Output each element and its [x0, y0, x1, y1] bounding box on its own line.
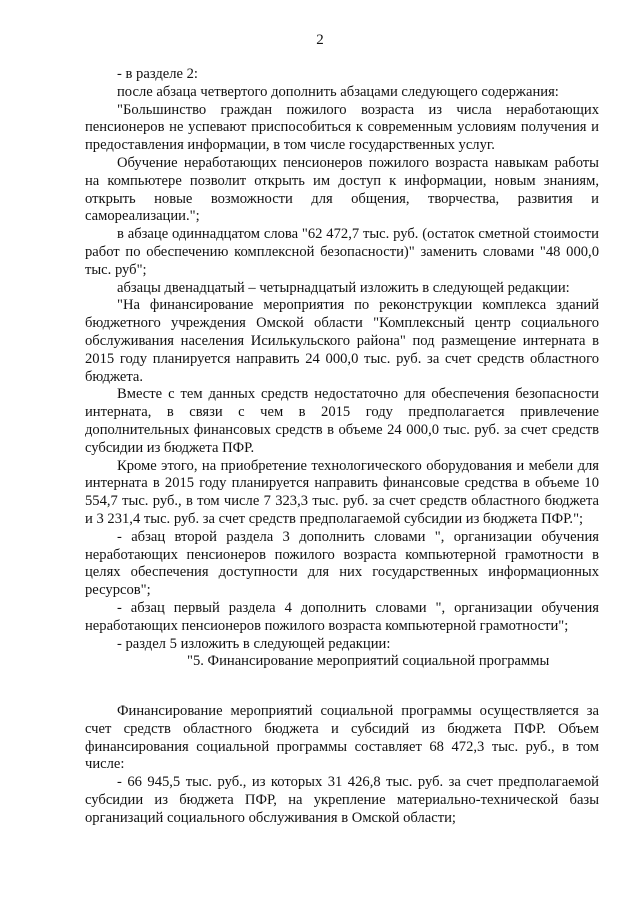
paragraph: абзацы двенадцатый – четырнадцатый изложить в следующей редакции: — [117, 279, 570, 296]
paragraph: - абзац второй раздела 3 дополнить словами ", организации обучения неработающих пенсионеров пожилого возраста компьютерной грамотности в целях обеспечения доступности для них государственных информационных ресурсов"; — [85, 528, 599, 599]
paragraph: - раздел 5 изложить в следующей редакции: — [117, 635, 391, 652]
paragraph: - в разделе 2: — [117, 66, 198, 82]
paragraph-block — [85, 66, 599, 828]
paragraph: после абзаца четвертого дополнить абзацами следующего содержания: — [117, 83, 559, 100]
section-heading: "5. Финансирование мероприятий социальной программы — [187, 653, 550, 670]
paragraph: Обучение неработающих пенсионеров пожилого возраста навыкам работы на компьютере позволит открыть им доступ к информации, новым знаниям, открыть новые возможности для общения, творчества, развития и самореализации."; — [85, 154, 599, 225]
document-body — [85, 66, 599, 828]
paragraph: в абзаце одиннадцатом слова "62 472,7 тыс. руб. (остаток сметной стоимости работ по обеспечению комплексной безопасности)" заменить словами "48 000,0 тыс. руб"; — [85, 226, 599, 278]
paragraph: Кроме этого, на приобретение технологического оборудования и мебели для интерната в 2015 году планируется направить финансовые средства в объеме 10 554,7 тыс. руб., в том числе 7 323,3 тыс. руб. за счет средств областного бюджета и 3 231,4 тыс. руб. за счет средств предполагаемой субсидии из бюджета ПФР."; — [85, 457, 599, 527]
paragraph: Финансирование мероприятий социальной программы осуществляется за счет средств областного бюджета и субсидий из бюджета ПФР. Объем финансирования социальной программы составляет 68 472,3 тыс. руб., в том числе: — [85, 703, 599, 773]
paragraph: - 66 945,5 тыс. руб., из которых 31 426,8 тыс. руб. за счет предполагаемой субсидии из бюджета ПФР, на укрепление материально-технической базы организаций социального обслуживания в Омской области; — [85, 774, 599, 826]
spacer — [85, 671, 599, 703]
quote-paragraph: "Большинство граждан пожилого возраста из числа неработающих пенсионеров не успевают приспособиться к современным условиям получения и предоставления информации, в том числе государственных услуг. — [85, 101, 599, 154]
page-number: 2 — [316, 32, 324, 48]
paragraph: Вместе с тем данных средств недостаточно для обеспечения безопасности интерната, в связи с чем в 2015 году предполагается привлечение дополнительных финансовых средств в объеме 24 000,0 тыс. руб. за счет средств субсидии из бюджета ПФР. — [85, 386, 599, 456]
paragraph: - абзац первый раздела 4 дополнить словами ", организации обучения неработающих пенсионеров пожилого возраста компьютерной грамотности"; — [85, 599, 599, 634]
quote-paragraph: "На финансирование мероприятия по реконструкции комплекса зданий бюджетного учреждения Омской области "Комплексный центр социального обслуживания населения Исилькульского района" под размещение интерната в 2015 году планируется направить 24 000,0 тыс. руб. за счет средств областного бюджета. — [85, 297, 599, 385]
